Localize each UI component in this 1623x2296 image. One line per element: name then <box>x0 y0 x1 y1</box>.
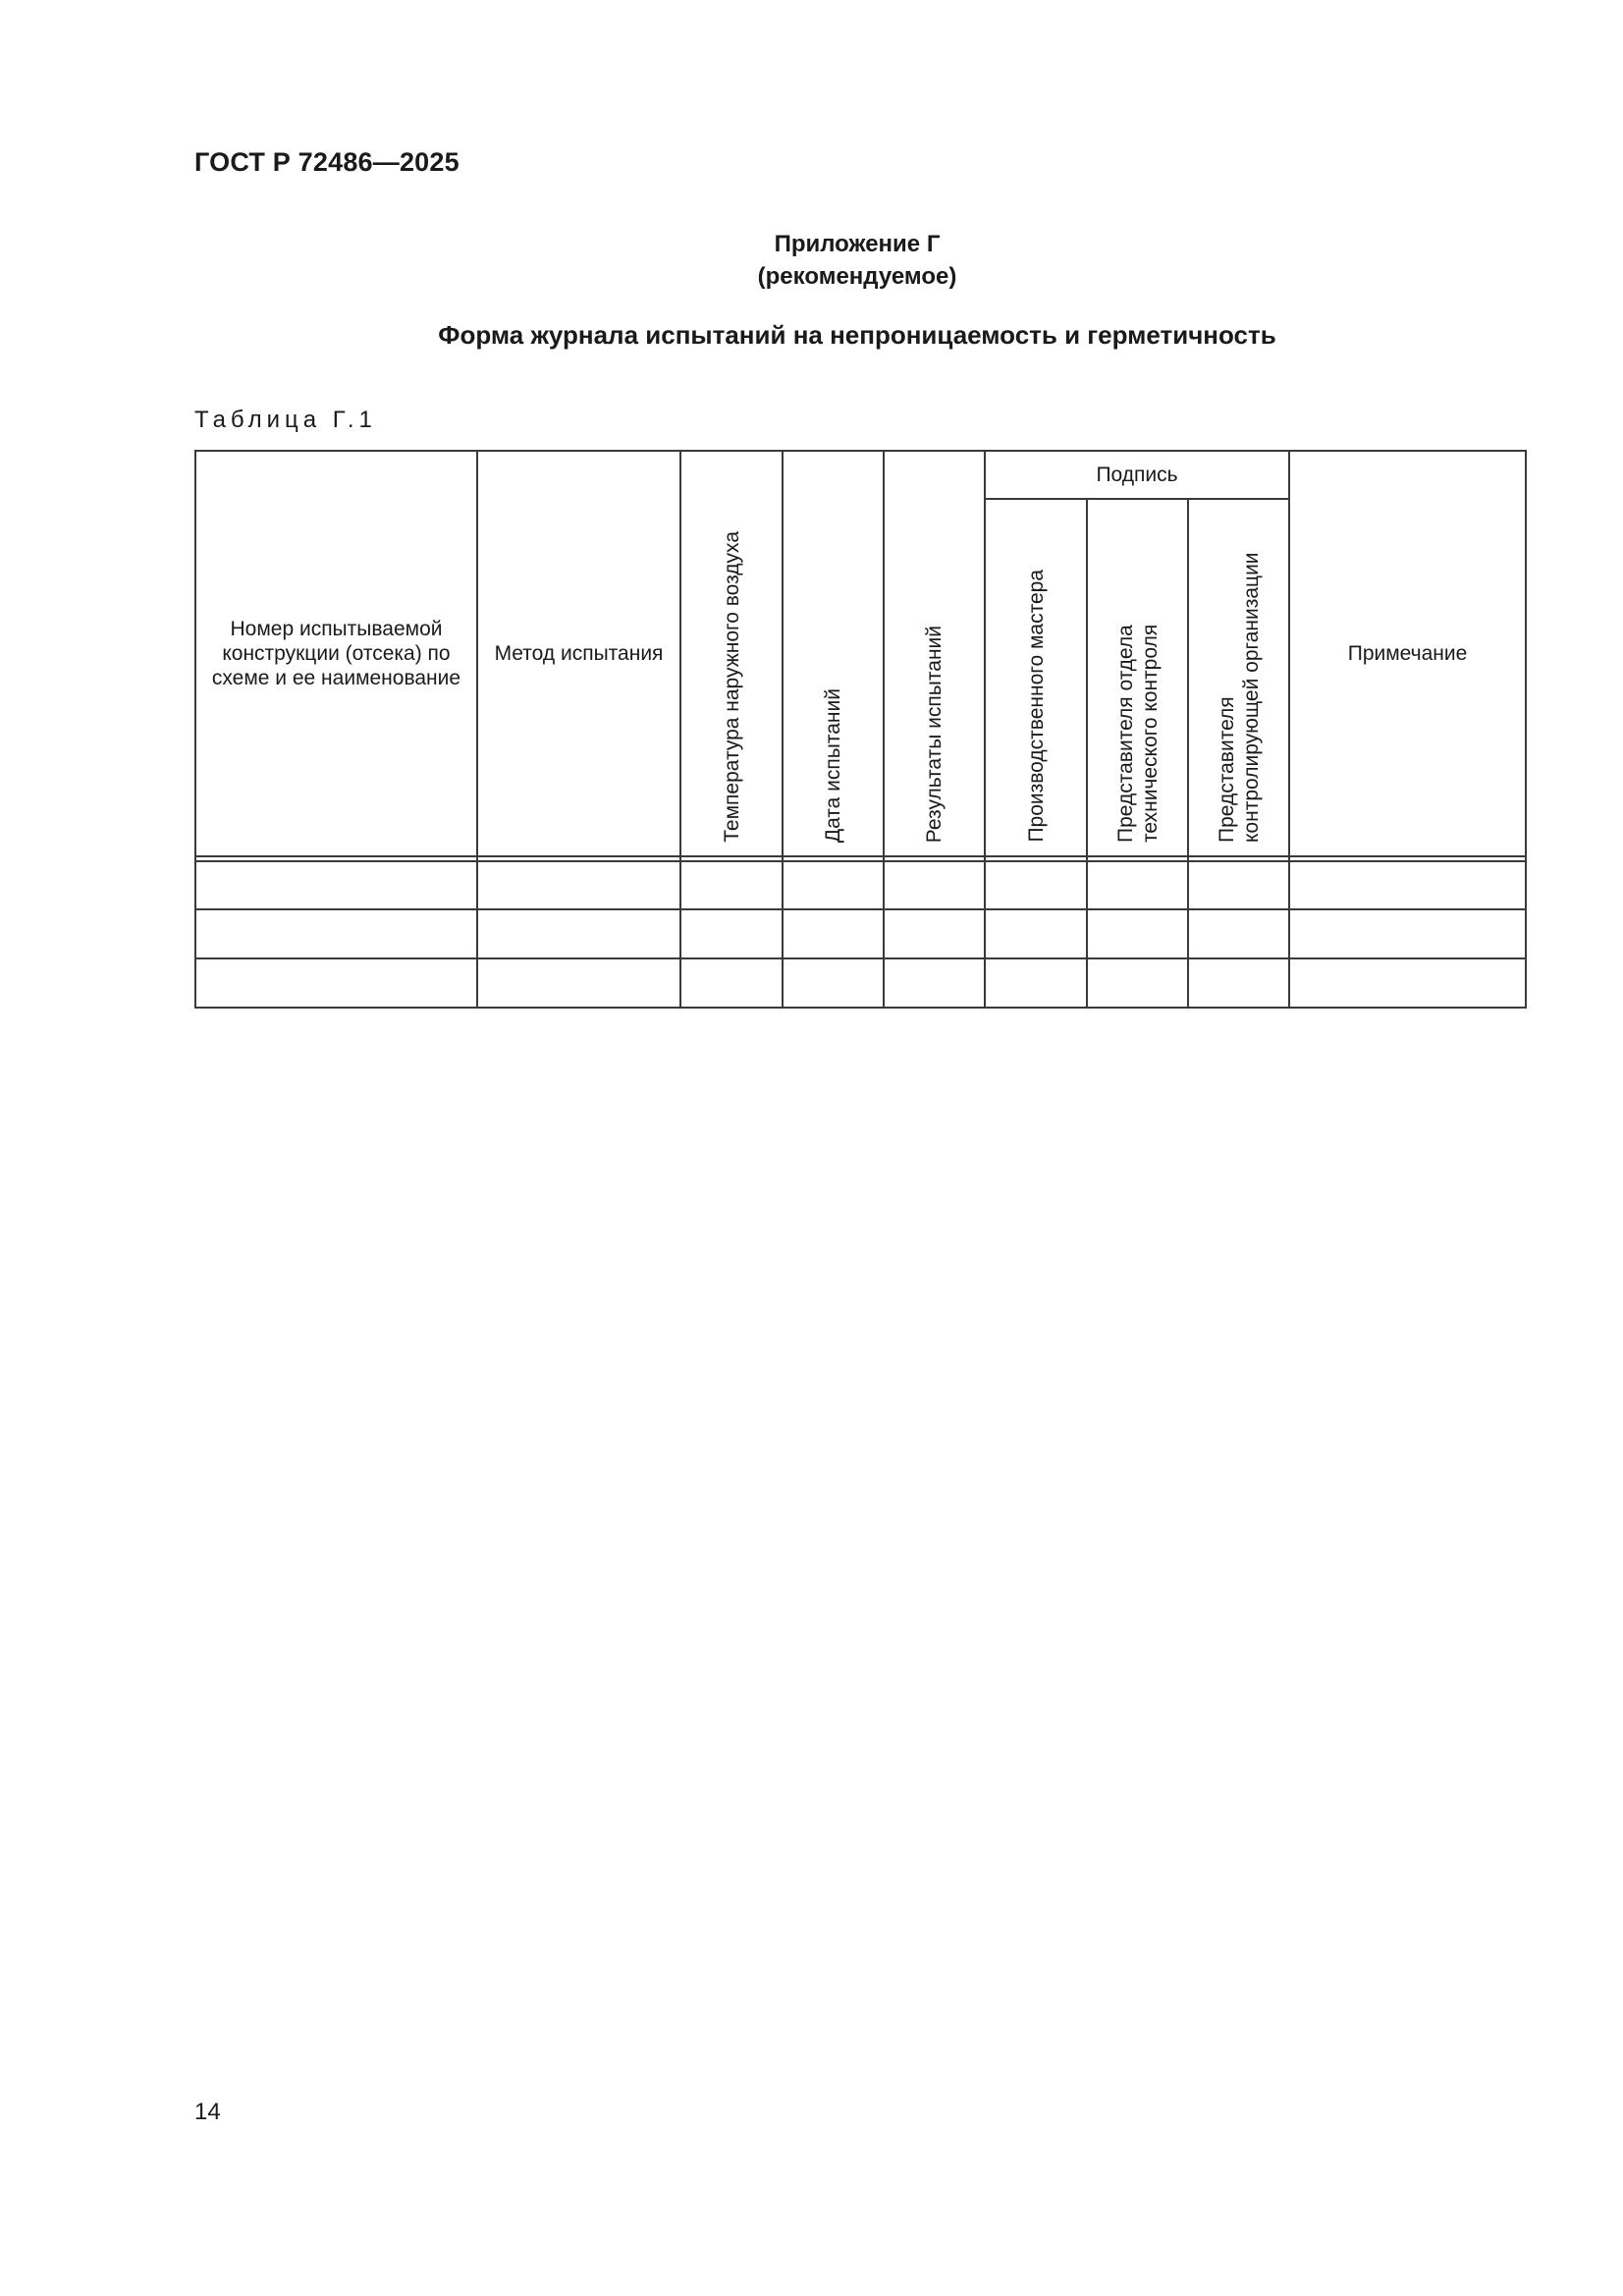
column-header-results-label: Результаты испытаний <box>923 625 946 843</box>
appendix-title: Приложение Г <box>774 231 941 257</box>
column-header-date <box>783 451 884 856</box>
column-header-note <box>1289 451 1526 856</box>
column-header-method-label: Метод испытания <box>494 642 664 665</box>
appendix-heading <box>0 228 1623 293</box>
column-header-tech-control <box>1087 499 1188 856</box>
column-header-item <box>195 451 477 856</box>
column-header-tech-control-label: Представителя отдела технического контроля <box>1113 624 1162 843</box>
column-header-foreman-label: Производственного мастера <box>1024 570 1048 843</box>
column-header-date-label: Дата испытаний <box>822 687 844 843</box>
appendix-status: (рекомендуемое) <box>757 263 957 290</box>
column-header-results <box>884 451 985 856</box>
column-header-temperature <box>680 451 783 856</box>
page-number: 14 <box>194 2099 221 2125</box>
column-header-supervising-org <box>1188 499 1289 856</box>
column-header-foreman <box>985 499 1087 856</box>
table-caption: Таблица Г.1 <box>194 407 377 433</box>
column-header-note-label: Примечание <box>1347 642 1468 665</box>
column-header-supervising-org-label: Представителя контролирующей организации <box>1215 552 1263 843</box>
column-header-temperature-label: Температура наружного воздуха <box>720 531 743 843</box>
document-code: ГОСТ Р 72486—2025 <box>194 147 460 177</box>
column-header-method <box>477 451 680 856</box>
column-header-item-label: Номер испытываемой конструкции (отсека) по схеме и ее наименование <box>211 618 461 689</box>
form-title: Форма журнала испытаний на непроницаемость и герметичность <box>438 320 1276 350</box>
column-header-signature-group <box>985 451 1289 499</box>
column-header-signature-group-label: Подпись <box>1096 464 1178 486</box>
